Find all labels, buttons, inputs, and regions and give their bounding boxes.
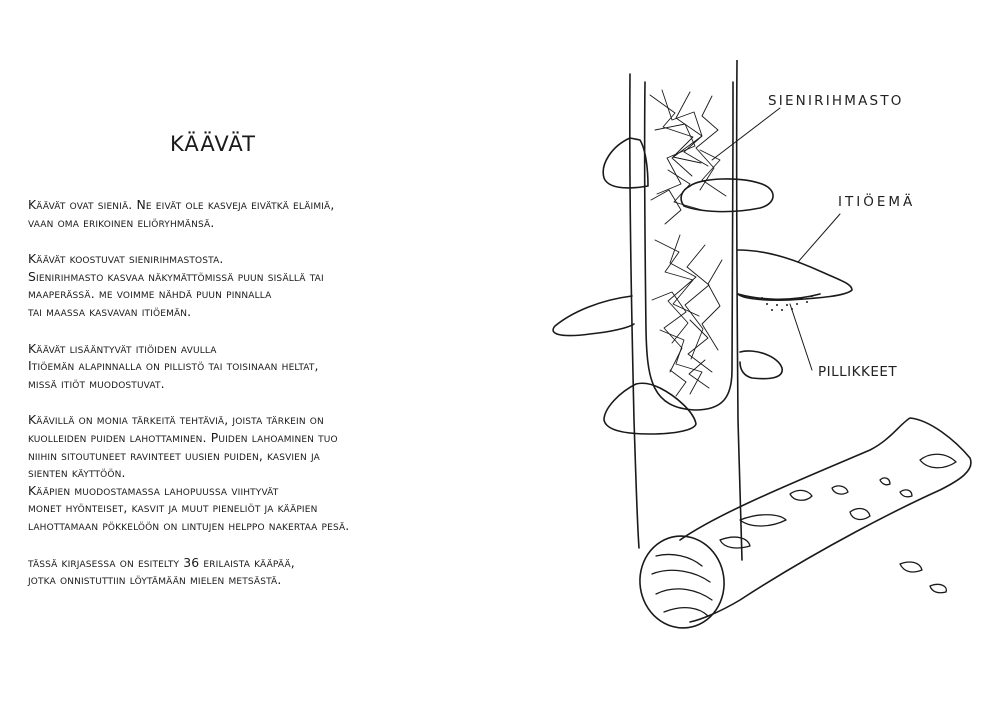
leader-itioema — [798, 214, 840, 262]
label-itioema: ITIÖEMÄ — [838, 194, 916, 210]
tree-trunk — [630, 74, 639, 548]
text-line: tässä kirjasessa on esitelty 36 erilaista kääpää, — [28, 554, 295, 570]
leader-sienirihmasto — [712, 108, 780, 160]
conk-left — [553, 296, 634, 336]
text-line: sienten käyttöön. — [28, 465, 126, 481]
log-rings — [652, 554, 712, 616]
text-line: Käävät ovat sieniä. Ne eivät ole kasveja eivätkä eläimiä, — [28, 197, 335, 212]
text-line: lahottamaan pökkelöön on lintujen helppo nakertaa pesä. — [28, 517, 350, 533]
paragraph-role — [28, 411, 498, 534]
text-line: kuolleiden puiden lahottaminen. Puiden lahoaminen tuo — [28, 429, 338, 445]
leader-pillikkeet — [790, 304, 812, 370]
text-line: maaperässä. me voimme nähdä puun pinnalla — [28, 286, 272, 302]
paragraph-spores — [28, 340, 498, 393]
paragraph-mycelium — [28, 250, 498, 320]
log-end — [634, 531, 730, 634]
page-title: KÄÄVÄT — [170, 132, 256, 156]
conk-upper-left — [603, 138, 648, 188]
text-line: vaan oma erikoinen eliöryhmänsä. — [28, 214, 215, 230]
text-line: jotka onnistuttiin löytämään mielen metsästä. — [28, 572, 282, 588]
mycelium — [650, 90, 726, 396]
paragraph-intro — [28, 196, 498, 231]
paragraph-booklet — [28, 554, 498, 589]
label-pillikkeet: PILLIKKEET — [818, 364, 898, 380]
text-line: Käävät lisääntyvät itiöiden avulla — [28, 340, 217, 356]
conk-small-right — [740, 351, 782, 379]
text-line: Sienirihmasto kasvaa näkymättömissä puun sisällä tai — [28, 268, 324, 284]
text-line: Kääpien muodostamassa lahopuussa viihtyvät — [28, 482, 279, 498]
text-line: Itiöemän alapinnalla on pillistö tai toisinaan heltat, — [28, 358, 319, 374]
text-line: Käävät koostuvat sienirihmastosta. — [28, 251, 224, 267]
trunk-cutaway — [645, 82, 733, 410]
text-line: missä itiöt muodostuvat. — [28, 375, 165, 391]
label-sienirihmasto: SIENIRIHMASTO — [768, 93, 904, 109]
body-text — [28, 196, 498, 608]
text-line: monet hyönteiset, kasvit ja muut pieneliöt ja kääpien — [28, 500, 318, 516]
conk-upper-right — [681, 179, 773, 212]
conk-main — [738, 250, 852, 300]
polypore-illustration — [540, 60, 1000, 660]
text-line: tai maassa kasvavan itiöemän. — [28, 303, 192, 319]
text-line: niihin sitoutuneet ravinteet uusien puiden, kasvien ja — [28, 447, 320, 463]
log-bark-patches — [720, 454, 956, 593]
text-line: Käävillä on monia tärkeitä tehtäviä, joista tärkein on — [28, 412, 324, 428]
